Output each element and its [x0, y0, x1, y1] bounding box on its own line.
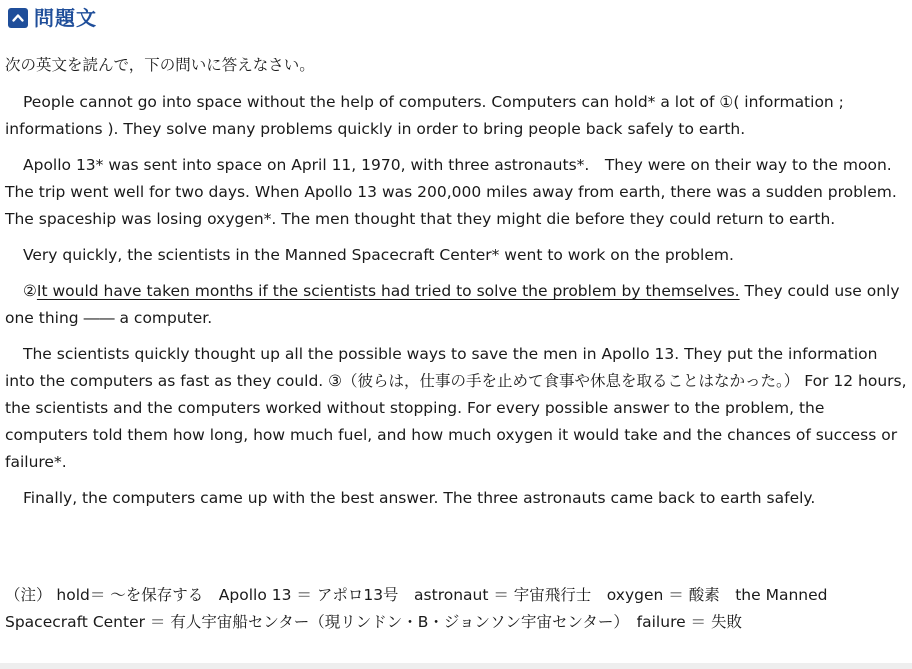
- section-header: [8, 6, 97, 30]
- question-marker-2: ②: [23, 282, 37, 300]
- instruction-text: 次の英文を読んで，下の問いに答えなさい。: [5, 56, 315, 74]
- paragraph-4: [5, 278, 907, 332]
- section-title: 問題文: [34, 6, 97, 30]
- paragraph-2: Apollo 13* was sent into space on April 11, 1970, with three astronauts*. They were on their way to the moon. The trip went well for two days. When Apollo 13 was 200,000 miles away from earth, there was a sudden problem. The spaceship was losing oxygen*. The men thought that they might die before they could return to earth.: [5, 156, 897, 228]
- collapse-toggle-button[interactable]: [8, 8, 28, 28]
- underlined-sentence: It would have taken months if the scientists had tried to solve the problem by themselves.: [36, 282, 740, 300]
- paragraph-1: People cannot go into space without the help of computers. Computers can hold* a lot of ①( information ; informations ). They solve many problems quickly in order to bring people back safely to earth.: [5, 93, 844, 138]
- bottom-divider: [0, 663, 912, 669]
- paragraph-3: Very quickly, the scientists in the Manned Spacecraft Center* went to work on the problem.: [23, 246, 734, 264]
- paragraph-5: The scientists quickly thought up all the possible ways to save the men in Apollo 13. They put the information into the computers as fast as they could. ③（彼らは，仕事の手を止めて食事や休息を取ることはなかった。） For 12 hours, the scientists and the computers worked without stopping. For every possible answer to the problem, the computers told them how long, how much fuel, and how much oxygen it would take and the chances of success or failure*.: [5, 345, 907, 471]
- passage: [5, 52, 907, 521]
- paragraph-6: Finally, the computers came up with the best answer. The three astronauts came back to earth safely.: [23, 489, 816, 507]
- chevron-up-icon: [11, 11, 25, 25]
- paragraph-4-rest: They could use only one thing ―― a computer.: [5, 282, 900, 327]
- vocabulary-notes: （注） hold＝ ～を保存する Apollo 13 ＝ アポロ13号 astronaut ＝ 宇宙飛行士 oxygen ＝ 酸素 the Manned Spacecraft Center ＝ 有人宇宙船センター（現リンドン・B・ジョンソン宇宙センター） failure ＝ 失敗: [5, 586, 828, 631]
